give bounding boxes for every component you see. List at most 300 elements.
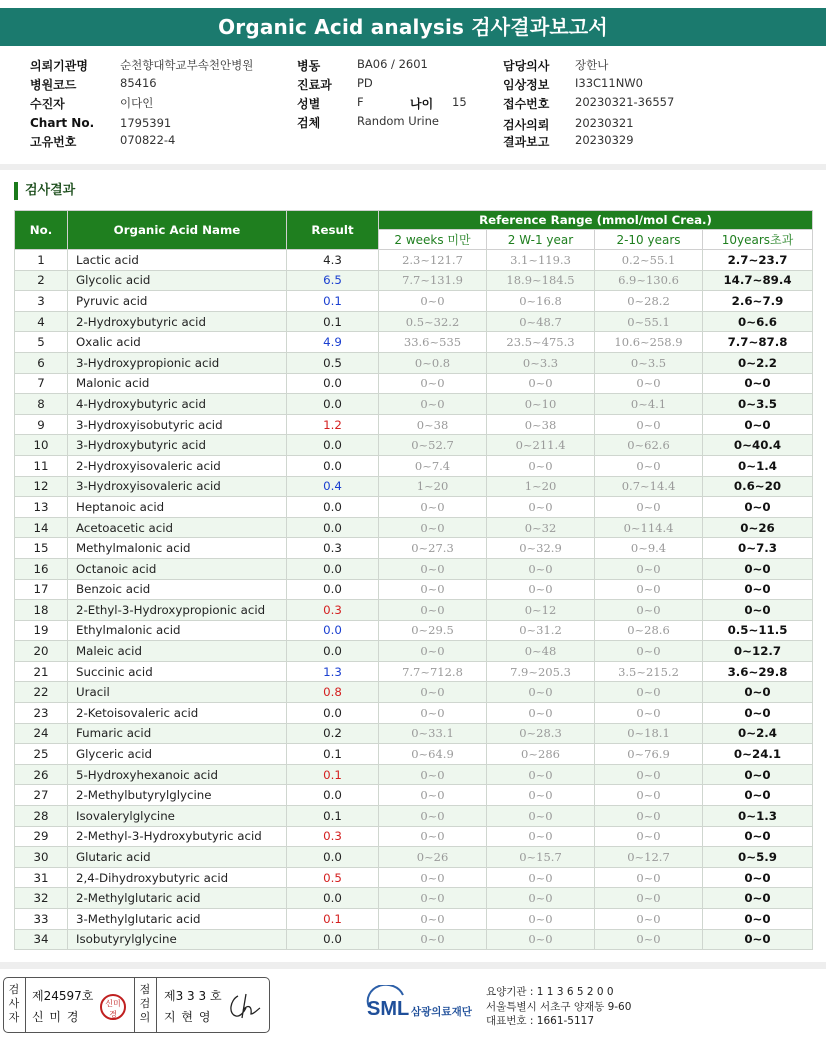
row-ref-under-2w: 0~0 (379, 826, 487, 847)
row-ref-2w-1y: 0~10 (487, 394, 595, 415)
row-ref-2w-1y: 0~38 (487, 414, 595, 435)
reviewer-label-char: 의 (139, 1011, 151, 1024)
tester-label (7, 983, 21, 1025)
row-ref-under-2w: 0~0 (379, 579, 487, 600)
report-title: Organic Acid analysis 검사결과보고서 (0, 8, 826, 46)
footer-divider (0, 962, 826, 969)
table-row (15, 435, 813, 456)
row-ref-under-2w: 0~38 (379, 414, 487, 435)
sig-divider (156, 978, 157, 1032)
row-ref-2w-1y: 0~32.9 (487, 538, 595, 559)
row-ref-2-10y: 0~0 (595, 703, 703, 724)
table-row (15, 394, 813, 415)
info-value-clinical-info: I33C11NW0 (575, 76, 643, 90)
row-no: 14 (15, 517, 68, 538)
row-acid-name: 3-Hydroxyisobutyric acid (68, 414, 287, 435)
row-ref-under-2w: 0~7.4 (379, 455, 487, 476)
row-ref-under-2w: 0~33.1 (379, 723, 487, 744)
row-result: 0.0 (287, 558, 379, 579)
row-ref-over-10y: 0~0 (703, 909, 813, 930)
row-ref-2-10y: 0~0 (595, 558, 703, 579)
row-no: 23 (15, 703, 68, 724)
org-logo (365, 985, 485, 1031)
row-no: 9 (15, 414, 68, 435)
header-result: Result (287, 211, 379, 250)
row-ref-over-10y: 0~0 (703, 600, 813, 621)
row-ref-2-10y: 0~0 (595, 888, 703, 909)
table-row (15, 641, 813, 662)
info-label-chart-no: Chart No. (30, 116, 95, 130)
org-name: 삼광의료재단 (411, 1006, 472, 1018)
info-value-patient: 이다인 (120, 96, 154, 110)
row-ref-under-2w: 0.5~32.2 (379, 311, 487, 332)
row-result: 0.0 (287, 455, 379, 476)
row-ref-over-10y: 0~0 (703, 558, 813, 579)
info-label-specimen: 검체 (297, 116, 321, 130)
row-result: 4.9 (287, 332, 379, 353)
row-ref-under-2w: 0~52.7 (379, 435, 487, 456)
row-ref-under-2w: 0~0 (379, 764, 487, 785)
row-ref-2-10y: 0~9.4 (595, 538, 703, 559)
info-value-unique-no: 070822-4 (120, 133, 176, 147)
info-label-department: 진료과 (297, 78, 332, 92)
table-row (15, 785, 813, 806)
row-acid-name: Glutaric acid (68, 847, 287, 868)
row-ref-over-10y: 0~0 (703, 497, 813, 518)
row-ref-2-10y: 0~0 (595, 867, 703, 888)
row-ref-2w-1y: 18.9~184.5 (487, 270, 595, 291)
row-ref-over-10y: 0~40.4 (703, 435, 813, 456)
row-acid-name: Glyceric acid (68, 744, 287, 765)
row-no: 20 (15, 641, 68, 662)
row-ref-under-2w: 0~0.8 (379, 352, 487, 373)
row-no: 25 (15, 744, 68, 765)
row-ref-over-10y: 0~0 (703, 888, 813, 909)
table-row (15, 888, 813, 909)
row-ref-under-2w: 0~0 (379, 373, 487, 394)
row-no: 2 (15, 270, 68, 291)
table-row (15, 620, 813, 641)
row-ref-over-10y: 0~1.4 (703, 455, 813, 476)
row-no: 21 (15, 661, 68, 682)
row-acid-name: Acetoacetic acid (68, 517, 287, 538)
row-ref-over-10y: 2.6~7.9 (703, 291, 813, 312)
row-acid-name: Isobutyrylglycine (68, 929, 287, 950)
sig-divider (134, 978, 135, 1032)
row-ref-2-10y: 6.9~130.6 (595, 270, 703, 291)
header-reference: Reference Range (mmol/mol Crea.) (379, 211, 813, 230)
row-ref-under-2w: 0~0 (379, 888, 487, 909)
org-registration: 요양기관 : 1 1 3 6 5 2 0 0 (486, 986, 614, 998)
row-ref-2w-1y: 1~20 (487, 476, 595, 497)
info-value-doctor: 장한나 (575, 58, 609, 72)
row-ref-2w-1y: 0~48 (487, 641, 595, 662)
row-acid-name: Isovalerylglycine (68, 806, 287, 827)
reviewer-signature-icon (224, 990, 264, 1022)
info-value-report-date: 20230329 (575, 133, 634, 147)
row-result: 0.0 (287, 847, 379, 868)
row-acid-name: 2-Methylbutyrylglycine (68, 785, 287, 806)
row-ref-2w-1y: 7.9~205.3 (487, 661, 595, 682)
table-row (15, 806, 813, 827)
row-no: 13 (15, 497, 68, 518)
row-ref-under-2w: 0~0 (379, 517, 487, 538)
tester-seal: 신미경 (100, 994, 126, 1020)
row-ref-2w-1y: 0~0 (487, 826, 595, 847)
row-ref-under-2w: 0~0 (379, 394, 487, 415)
row-result: 0.0 (287, 888, 379, 909)
info-value-chart-no: 1795391 (120, 116, 172, 130)
row-result: 0.3 (287, 826, 379, 847)
info-value-specimen: Random Urine (357, 114, 439, 128)
row-no: 30 (15, 847, 68, 868)
row-ref-under-2w: 2.3~121.7 (379, 250, 487, 271)
row-no: 10 (15, 435, 68, 456)
table-row (15, 909, 813, 930)
row-result: 0.0 (287, 497, 379, 518)
logo-text: SML (367, 998, 410, 1020)
row-ref-2-10y: 3.5~215.2 (595, 661, 703, 682)
patient-info (0, 52, 826, 162)
row-ref-over-10y: 0~2.4 (703, 723, 813, 744)
row-ref-2w-1y: 0~0 (487, 455, 595, 476)
row-result: 0.4 (287, 476, 379, 497)
row-acid-name: 2-Hydroxyisovaleric acid (68, 455, 287, 476)
row-result: 0.0 (287, 373, 379, 394)
info-value-institution: 순천향대학교부속천안병원 (120, 58, 254, 72)
info-value-department: PD (357, 76, 373, 90)
row-ref-under-2w: 0~0 (379, 497, 487, 518)
header-no: No. (15, 211, 68, 250)
org-address (486, 985, 631, 1029)
row-no: 28 (15, 806, 68, 827)
row-ref-over-10y: 7.7~87.8 (703, 332, 813, 353)
row-ref-2-10y: 0~55.1 (595, 311, 703, 332)
row-ref-2w-1y: 0~0 (487, 558, 595, 579)
row-no: 1 (15, 250, 68, 271)
row-ref-under-2w: 7.7~712.8 (379, 661, 487, 682)
table-row (15, 579, 813, 600)
row-ref-2-10y: 0~62.6 (595, 435, 703, 456)
row-ref-2w-1y: 0~48.7 (487, 311, 595, 332)
row-no: 32 (15, 888, 68, 909)
row-ref-over-10y: 0~0 (703, 785, 813, 806)
row-no: 8 (15, 394, 68, 415)
signature-box (3, 977, 270, 1033)
row-ref-over-10y: 0~0 (703, 373, 813, 394)
tester-label-char: 자 (8, 1011, 20, 1024)
row-result: 0.0 (287, 929, 379, 950)
row-ref-over-10y: 0~0 (703, 929, 813, 950)
row-no: 17 (15, 579, 68, 600)
row-ref-2-10y: 0~0 (595, 579, 703, 600)
table-row (15, 682, 813, 703)
row-ref-under-2w: 0~0 (379, 641, 487, 662)
header-name: Organic Acid Name (68, 211, 287, 250)
row-ref-under-2w: 7.7~131.9 (379, 270, 487, 291)
row-ref-2-10y: 0~3.5 (595, 352, 703, 373)
row-no: 31 (15, 867, 68, 888)
row-result: 0.8 (287, 682, 379, 703)
table-row (15, 558, 813, 579)
row-result: 0.1 (287, 744, 379, 765)
table-row (15, 929, 813, 950)
info-value-sex: F (357, 95, 364, 109)
row-ref-2w-1y: 0~15.7 (487, 847, 595, 868)
row-ref-2w-1y: 0~0 (487, 867, 595, 888)
info-label-sex: 성별 (297, 97, 321, 111)
info-value-age: 15 (452, 95, 467, 109)
row-no: 27 (15, 785, 68, 806)
tester-label-char: 사 (8, 997, 20, 1010)
row-ref-2-10y: 0~0 (595, 641, 703, 662)
table-row (15, 291, 813, 312)
row-acid-name: 4-Hydroxybutyric acid (68, 394, 287, 415)
row-ref-2-10y: 0~4.1 (595, 394, 703, 415)
row-result: 0.3 (287, 538, 379, 559)
row-ref-over-10y: 0.6~20 (703, 476, 813, 497)
row-result: 0.3 (287, 600, 379, 621)
row-acid-name: 2-Hydroxybutyric acid (68, 311, 287, 332)
row-acid-name: 2-Ethyl-3-Hydroxypropionic acid (68, 600, 287, 621)
info-label-ward: 병동 (297, 59, 321, 73)
row-ref-under-2w: 0~0 (379, 600, 487, 621)
table-row (15, 455, 813, 476)
table-row (15, 414, 813, 435)
info-label-hospital-code: 병원코드 (30, 78, 77, 92)
row-ref-2w-1y: 0~12 (487, 600, 595, 621)
row-ref-2w-1y: 0~16.8 (487, 291, 595, 312)
row-ref-2w-1y: 0~32 (487, 517, 595, 538)
row-ref-2-10y: 0.7~14.4 (595, 476, 703, 497)
table-row (15, 600, 813, 621)
row-result: 0.1 (287, 806, 379, 827)
row-ref-2-10y: 0~0 (595, 909, 703, 930)
row-ref-under-2w: 0~0 (379, 558, 487, 579)
row-ref-2-10y: 0~0 (595, 764, 703, 785)
row-ref-over-10y: 0~26 (703, 517, 813, 538)
org-phone: 대표번호 : 1661-5117 (486, 1015, 595, 1027)
row-ref-2w-1y: 0~0 (487, 888, 595, 909)
row-ref-under-2w: 33.6~535 (379, 332, 487, 353)
row-ref-2w-1y: 0~0 (487, 703, 595, 724)
row-acid-name: Lactic acid (68, 250, 287, 271)
tester-license: 제24597호 (32, 989, 94, 1003)
row-no: 29 (15, 826, 68, 847)
row-result: 6.5 (287, 270, 379, 291)
row-result: 0.0 (287, 785, 379, 806)
info-label-clinical-info: 임상정보 (503, 78, 550, 92)
table-row (15, 311, 813, 332)
row-ref-2-10y: 0~18.1 (595, 723, 703, 744)
row-ref-2w-1y: 0~31.2 (487, 620, 595, 641)
section-divider (0, 164, 826, 170)
row-ref-2-10y: 0~0 (595, 806, 703, 827)
row-ref-2-10y: 0~0 (595, 929, 703, 950)
info-label-receipt-no: 접수번호 (503, 97, 550, 111)
row-ref-under-2w: 0~0 (379, 909, 487, 930)
row-ref-2-10y: 0~0 (595, 785, 703, 806)
info-label-report-date: 결과보고 (503, 135, 550, 149)
row-ref-2-10y: 0.2~55.1 (595, 250, 703, 271)
info-label-institution: 의뢰기관명 (30, 59, 88, 73)
row-acid-name: 3-Hydroxyisovaleric acid (68, 476, 287, 497)
row-ref-2-10y: 0~28.6 (595, 620, 703, 641)
row-ref-under-2w: 0~0 (379, 785, 487, 806)
row-no: 26 (15, 764, 68, 785)
row-result: 0.2 (287, 723, 379, 744)
reviewer-name: 지 현 영 (164, 1010, 212, 1024)
row-ref-over-10y: 0~2.2 (703, 352, 813, 373)
row-ref-over-10y: 0~5.9 (703, 847, 813, 868)
row-no: 12 (15, 476, 68, 497)
row-ref-under-2w: 0~0 (379, 291, 487, 312)
row-ref-under-2w: 0~0 (379, 929, 487, 950)
row-no: 24 (15, 723, 68, 744)
row-acid-name: Glycolic acid (68, 270, 287, 291)
row-ref-2-10y: 0~0 (595, 414, 703, 435)
header-ref-2w-1y: 2 W-1 year (487, 230, 595, 250)
row-acid-name: 2-Methylglutaric acid (68, 888, 287, 909)
row-no: 5 (15, 332, 68, 353)
row-result: 0.0 (287, 394, 379, 415)
row-result: 0.1 (287, 311, 379, 332)
reviewer-license: 제3 3 3 호 (164, 989, 222, 1003)
row-ref-under-2w: 0~0 (379, 703, 487, 724)
row-result: 0.0 (287, 620, 379, 641)
row-ref-2-10y: 10.6~258.9 (595, 332, 703, 353)
row-ref-2w-1y: 0~211.4 (487, 435, 595, 456)
row-no: 34 (15, 929, 68, 950)
row-ref-under-2w: 1~20 (379, 476, 487, 497)
row-result: 1.3 (287, 661, 379, 682)
row-ref-2w-1y: 0~0 (487, 682, 595, 703)
row-ref-2-10y: 0~0 (595, 373, 703, 394)
row-result: 0.0 (287, 517, 379, 538)
row-acid-name: Heptanoic acid (68, 497, 287, 518)
row-ref-2-10y: 0~0 (595, 826, 703, 847)
table-row (15, 703, 813, 724)
table-row (15, 332, 813, 353)
row-acid-name: Octanoic acid (68, 558, 287, 579)
row-ref-over-10y: 2.7~23.7 (703, 250, 813, 271)
row-ref-over-10y: 3.6~29.8 (703, 661, 813, 682)
table-row (15, 826, 813, 847)
row-no: 18 (15, 600, 68, 621)
table-row (15, 373, 813, 394)
row-ref-under-2w: 0~0 (379, 806, 487, 827)
row-no: 3 (15, 291, 68, 312)
header-ref-2-10y: 2-10 years (595, 230, 703, 250)
row-no: 15 (15, 538, 68, 559)
row-no: 7 (15, 373, 68, 394)
table-row (15, 723, 813, 744)
row-ref-2-10y: 0~114.4 (595, 517, 703, 538)
row-ref-2-10y: 0~12.7 (595, 847, 703, 868)
row-ref-2w-1y: 0~28.3 (487, 723, 595, 744)
org-address-line: 서울특별시 서초구 양재동 9-60 (486, 1000, 632, 1013)
row-acid-name: 2-Ketoisovaleric acid (68, 703, 287, 724)
row-acid-name: Malonic acid (68, 373, 287, 394)
row-ref-under-2w: 0~27.3 (379, 538, 487, 559)
row-result: 0.0 (287, 703, 379, 724)
info-label-doctor: 담당의사 (503, 59, 550, 73)
info-value-hospital-code: 85416 (120, 76, 157, 90)
row-ref-over-10y: 0~0 (703, 414, 813, 435)
results-table (14, 210, 813, 950)
tester-name: 신 미 경 (32, 1010, 80, 1024)
row-no: 4 (15, 311, 68, 332)
row-result: 0.1 (287, 764, 379, 785)
row-ref-2w-1y: 0~0 (487, 579, 595, 600)
row-ref-2-10y: 0~0 (595, 682, 703, 703)
row-ref-over-10y: 14.7~89.4 (703, 270, 813, 291)
row-acid-name: 5-Hydroxyhexanoic acid (68, 764, 287, 785)
row-no: 6 (15, 352, 68, 373)
table-row (15, 270, 813, 291)
reviewer-label (138, 983, 152, 1025)
info-value-ward: BA06 / 2601 (357, 57, 428, 71)
row-ref-2w-1y: 0~0 (487, 785, 595, 806)
info-value-receipt-no: 20230321-36557 (575, 95, 675, 109)
table-row (15, 867, 813, 888)
info-label-request-date: 검사의뢰 (503, 118, 550, 132)
row-ref-over-10y: 0.5~11.5 (703, 620, 813, 641)
row-ref-2w-1y: 0~0 (487, 764, 595, 785)
row-ref-2-10y: 0~0 (595, 497, 703, 518)
row-ref-2w-1y: 0~0 (487, 373, 595, 394)
row-ref-over-10y: 0~12.7 (703, 641, 813, 662)
tester-label-char: 검 (8, 983, 20, 996)
row-no: 11 (15, 455, 68, 476)
row-no: 16 (15, 558, 68, 579)
row-acid-name: Methylmalonic acid (68, 538, 287, 559)
row-ref-2w-1y: 0~0 (487, 929, 595, 950)
row-acid-name: Maleic acid (68, 641, 287, 662)
section-title: 검사결과 (14, 182, 75, 200)
table-row (15, 847, 813, 868)
row-acid-name: Benzoic acid (68, 579, 287, 600)
table-row (15, 250, 813, 271)
row-no: 19 (15, 620, 68, 641)
info-value-request-date: 20230321 (575, 116, 634, 130)
row-ref-over-10y: 0~0 (703, 703, 813, 724)
row-result: 0.5 (287, 352, 379, 373)
table-row (15, 476, 813, 497)
row-ref-over-10y: 0~0 (703, 682, 813, 703)
row-result: 0.1 (287, 909, 379, 930)
row-ref-under-2w: 0~0 (379, 867, 487, 888)
table-row (15, 517, 813, 538)
row-ref-over-10y: 0~3.5 (703, 394, 813, 415)
table-row (15, 744, 813, 765)
row-ref-2-10y: 0~28.2 (595, 291, 703, 312)
row-no: 33 (15, 909, 68, 930)
row-ref-2-10y: 0~0 (595, 455, 703, 476)
header-ref-over-10y: 10years초과 (703, 230, 813, 250)
row-ref-over-10y: 0~24.1 (703, 744, 813, 765)
row-no: 22 (15, 682, 68, 703)
row-ref-2w-1y: 23.5~475.3 (487, 332, 595, 353)
row-ref-2-10y: 0~76.9 (595, 744, 703, 765)
sml-logo-icon (365, 985, 485, 1027)
row-acid-name: 2-Methyl-3-Hydroxybutyric acid (68, 826, 287, 847)
row-ref-over-10y: 0~6.6 (703, 311, 813, 332)
row-acid-name: 3-Methylglutaric acid (68, 909, 287, 930)
row-result: 0.0 (287, 435, 379, 456)
row-acid-name: Fumaric acid (68, 723, 287, 744)
row-ref-2w-1y: 0~0 (487, 497, 595, 518)
